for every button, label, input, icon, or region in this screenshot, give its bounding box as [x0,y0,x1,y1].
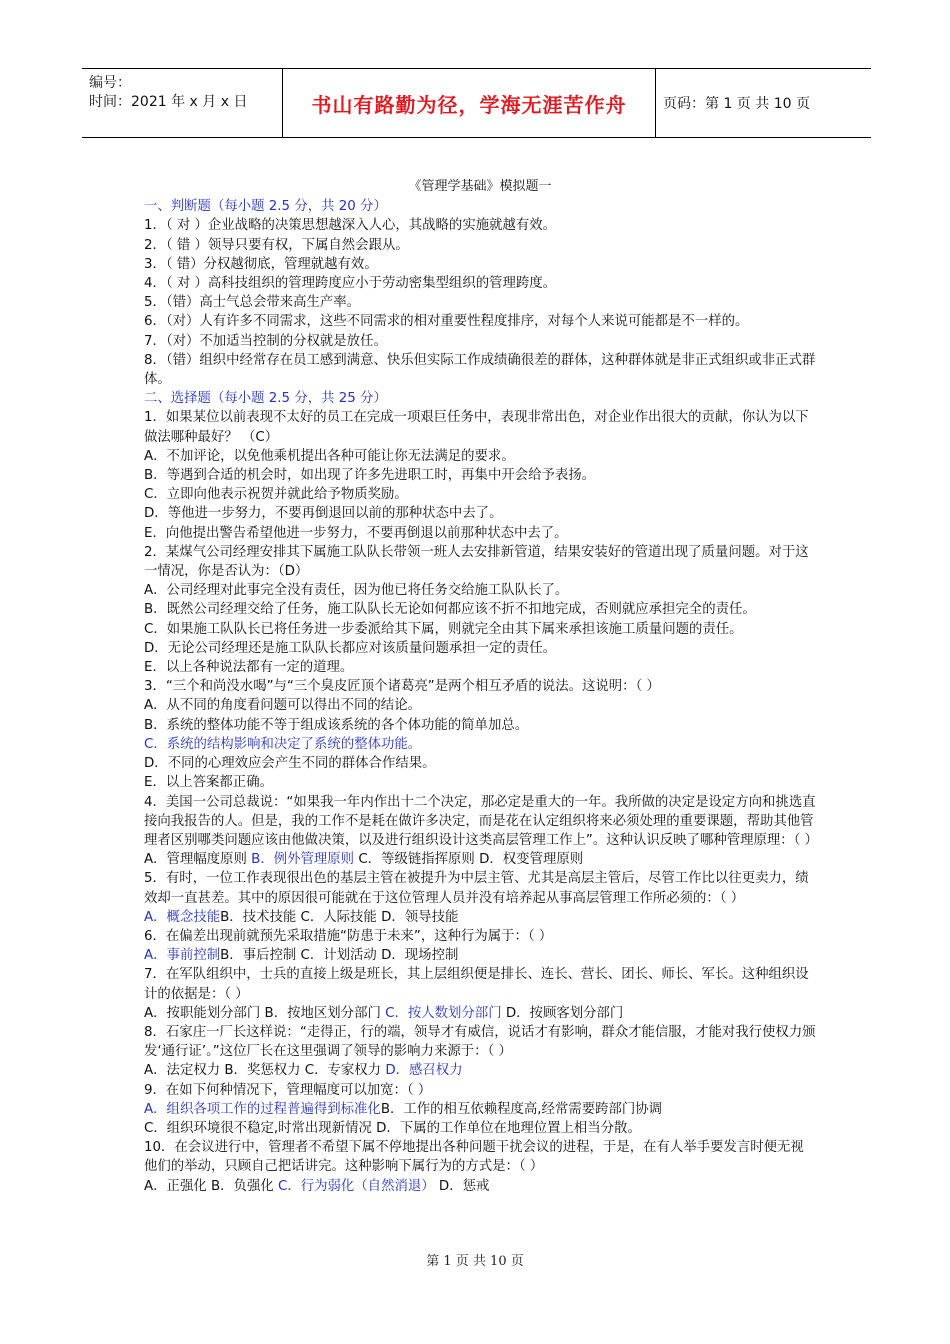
tf-item: 5．（错）高士气总会带来高生产率。 [144,295,361,311]
option: A．管理幅度原则 [144,852,252,868]
option: A．正强化 B．负强化 [144,1178,278,1194]
option-answer: A．事前控制 [144,948,221,964]
option: E．以上各种说法都有一定的道理。 [144,660,354,676]
tf-item: 4．（ 对 ）高科技组织的管理跨度应小于劳动密集型组织的管理跨度。 [144,276,557,292]
document-title: 《管理学基础》模拟题一 [408,179,552,194]
option: E．以上答案都正确。 [144,775,273,791]
option: E．向他提出警告希望他进一步努力，不要再倒退以前那种状态中去了。 [144,525,568,541]
option-answer: C．按人数划分部门 [385,1005,502,1021]
question-7: 7．在军队组织中，士兵的直接上级是班长，其上层组织便是排长、连长、营长、团长、师长、军长。这种组织设计的依据是：（ ） [144,967,809,1002]
options-row [144,1177,816,1196]
options-row [144,1100,816,1119]
option: C．等级链指挥原则 D．权变管理原则 [354,852,584,868]
question-5: 5．有时，一位工作表现很出色的基层主管在被提升为中层主管、尤其是高层主管后，尽管工作比以往更卖力，绩效却一直甚差。其中的原因很可能就在于这位管理人员并没有培养起从事高层管理工作所必须的：（ ） [144,871,809,906]
option: D．不同的心理效应会产生不同的群体合作结果。 [144,756,436,772]
option: D．惩戒 [434,1178,490,1194]
tf-item: 2．（ 错 ）领导只要有权，下属自然会跟从。 [144,237,409,253]
option: B．等遇到合适的机会时，如出现了许多先进职工时，再集中开会给予表扬。 [144,468,596,484]
option-answer: A．概念技能 [144,909,221,925]
option: D．无论公司经理还是施工队队长都应对该质量问题承担一定的责任。 [144,640,557,656]
header-left-cell [82,69,282,137]
section-heading-true-false: 一、判断题（每小题 2.5 分，共 20 分） [144,199,387,215]
tf-item: 7．（对）不加适当控制的分权就是放任。 [144,333,387,349]
option: A．按职能划分部门 B．按地区划分部门 [144,1005,386,1021]
section-heading-choice: 二、选择题（每小题 2.5 分，共 25 分） [144,391,387,407]
option: D．等他进一步努力，不要再倒退回以前的那种状态中去了。 [144,506,503,522]
option: A．不加评论，以免他乘机提出各种可能让你无法满足的要求。 [144,448,515,464]
question-3: 3．“三个和尚没水喝”与“三个臭皮匠顶个诸葛亮”是两个相互矛盾的说法。这说明：（ ） [144,679,660,695]
option-answer: D．感召权力 [385,1063,463,1079]
question-8: 8．石家庄一厂长这样说：“走得正，行的端，领导才有威信，说话才有影响，群众才能信服，才能对我行使权力颁发‘通行证’。”这位厂长在这里强调了领导的影响力来源于：（ ） [144,1024,816,1060]
options-row [144,946,816,965]
tf-item: 6．（对）人有许多不同需求，这些不同需求的相对重要性程度排序，对每个人来说可能都是不一样的。 [144,314,749,330]
page-footer: 第 1 页 共 10 页 [426,1254,524,1269]
tf-item: 3．（ 错）分权越彻底，管理就越有效。 [144,256,378,272]
option: B．事后控制 C．计划活动 D．现场控制 [220,948,459,964]
time-label: 时间：2021 年 x 月 x 日 [89,94,248,110]
option-answer: B．例外管理原则 [251,852,355,868]
option-answer: A．组织各项工作的过程普遍得到标准化 [144,1101,381,1117]
options-row [144,1061,816,1080]
option: C．立即向他表示祝贺并就此给予物质奖励。 [144,487,408,503]
option: D．按顾客划分部门 [501,1005,624,1021]
question-2: 2．某煤气公司经理安排其下属施工队队长带领一班人去安排新管道，结果安装好的管道出现了质量问题。对于这一情况，你是否认为：（D） [144,544,809,580]
option: C．如果施工队队长已将任务进一步委派给其下属，则就完全由其下属来承担该施工质量问题的责任。 [144,621,743,637]
motto-text: 书山有路勤为径，学海无涯苦作舟 [311,92,627,117]
tf-item: 8．（错）组织中经常存在员工感到满意、快乐但实际工作成绩确很差的群体，这种群体就是非正式组织或非正式群体。 [144,352,816,388]
header-right-cell [656,69,871,137]
option: A．公司经理对此事完全没有责任，因为他已将任务交给施工队队长了。 [144,583,569,599]
option: A．法定权力 B．奖惩权力 C．专家权力 [144,1063,386,1079]
option: C．组织环境很不稳定,时常出现新情况 D．下属的工作单位在地理位置上相当分散。 [144,1120,641,1136]
option-answer: C．系统的结构影响和决定了系统的整体功能。 [144,736,422,752]
option: B．工作的相互依赖程度高,经常需要跨部门协调 [380,1101,663,1117]
header-middle-cell [282,69,656,137]
options-row [144,908,816,927]
option-answer: C．行为弱化（自然消退） [277,1178,435,1194]
options-row [144,850,816,869]
document-body [144,177,819,1196]
options-row [144,1004,816,1023]
question-4: 4．美国一公司总裁说：“如果我一年内作出十二个决定，那必定是重大的一年。我所做的决定是设定方向和挑选直接向我报告的人。但是，我的工作不是耗在做许多决定，而是花在认定组织将来必须处理的重要课题，帮助其他管理者区别哪类问题应该由他做决策，以及进行组织设计这类高层管理工作上”。这种认识反映了哪种管理原理：（ ） [144,794,819,848]
question-10: 10．在会议进行中，管理者不希望下属不停地提出各种问题干扰会议的进程，于是，在有人举手要发言时便无视他们的举动，只顾自己把话讲完。这种影响下属行为的方式是：（ ） [144,1140,804,1175]
number-label: 编号： [89,75,131,91]
option: B．既然公司经理交给了任务，施工队队长无论如何都应该不折不扣地完成，否则就应承担完全的责任。 [144,602,756,618]
question-6: 6．在偏差出现前就预先采取措施“防患于未来”，这种行为属于：（ ） [144,928,553,944]
option: B．系统的整体功能不等于组成该系统的各个体功能的简单加总。 [144,717,529,733]
option: B．技术技能 C．人际技能 D．领导技能 [220,909,459,925]
tf-item: 1．（ 对 ）企业战略的决策思想越深入人心，其战略的实施就越有效。 [144,218,557,234]
question-9: 9．在如下何种情况下，管理幅度可以加宽：（ ） [144,1082,432,1098]
page-info: 页码：第 1 页 共 10 页 [663,96,810,112]
option: A．从不同的角度看问题可以得出不同的结论。 [144,698,421,714]
header-table [82,68,871,138]
question-1: 1．如果某位以前表现不太好的员工在完成一项艰巨任务中，表现非常出色，对企业作出很大的贡献，你认为以下做法哪种最好？ （C） [144,410,809,445]
